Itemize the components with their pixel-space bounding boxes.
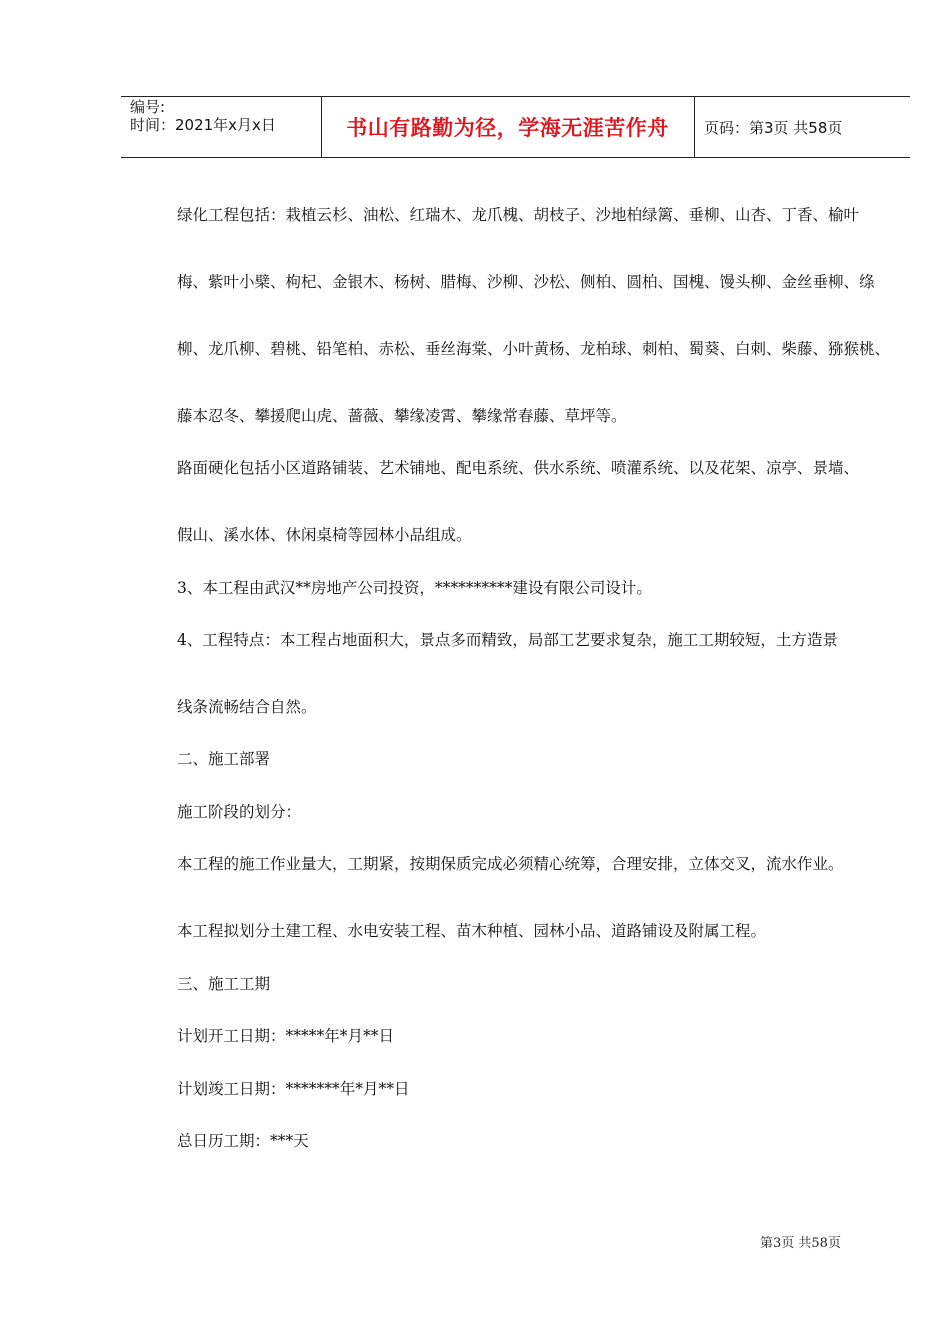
header-page-info: 页码：第3页 共58页 [704, 118, 843, 137]
body-line: 绿化工程包括：栽植云杉、油松、红瑞木、龙爪槐、胡枝子、沙地柏绿篱、垂柳、山杏、丁香、榆叶 [177, 206, 860, 224]
body-line: 梅、紫叶小檗、枸杞、金银木、杨树、腊梅、沙柳、沙松、侧柏、圆柏、国槐、馒头柳、金丝垂柳、绦 [177, 273, 875, 291]
body-line: 藤本忍冬、攀援爬山虎、蔷薇、攀缘凌霄、攀缘常春藤、草坪等。 [177, 407, 627, 425]
body-line: 总日历工期：***天 [177, 1132, 309, 1150]
body-line: 线条流畅结合自然。 [177, 698, 317, 716]
body-line: 3、本工程由武汉**房地产公司投资，**********建设有限公司设计。 [177, 579, 652, 597]
section-heading: 二、施工部署 [177, 750, 271, 768]
header-motto: 书山有路勤为径，学海无涯苦作舟 [346, 116, 669, 140]
section-heading: 三、施工工期 [177, 975, 271, 993]
body-line: 本工程的施工作业量大，工期紧，按期保质完成必须精心统筹，合理安排，立体交叉，流水作业。 [177, 855, 844, 873]
body-line: 假山、溪水体、休闲桌椅等园林小品组成。 [177, 526, 472, 544]
body-line: 计划开工日期：*****年*月**日 [177, 1027, 395, 1045]
page-footer: 第3页 共58页 [760, 1236, 841, 1251]
body-line: 计划竣工日期：*******年*月**日 [177, 1080, 410, 1098]
body-line: 施工阶段的划分： [177, 803, 302, 821]
document-header [121, 96, 910, 158]
body-line: 4、工程特点：本工程占地面积大，景点多而精致，局部工艺要求复杂，施工工期较短，土方造景 [177, 631, 838, 649]
body-line: 路面硬化包括小区道路铺装、艺术铺地、配电系统、供水系统、喷灌系统、以及花架、凉亭、景墙、 [177, 459, 860, 477]
body-line: 柳、龙爪柳、碧桃、铅笔柏、赤松、垂丝海棠、小叶黄杨、龙柏球、刺柏、蜀葵、白刺、柴藤、猕猴桃、 [177, 340, 891, 358]
header-meta [130, 98, 276, 134]
time-label: 时间：2021年x月x日 [130, 116, 276, 134]
number-label: 编号: [130, 98, 166, 116]
body-line: 本工程拟划分土建工程、水电安装工程、苗木种植、园林小品、道路铺设及附属工程。 [177, 922, 767, 940]
header-divider [694, 97, 695, 157]
